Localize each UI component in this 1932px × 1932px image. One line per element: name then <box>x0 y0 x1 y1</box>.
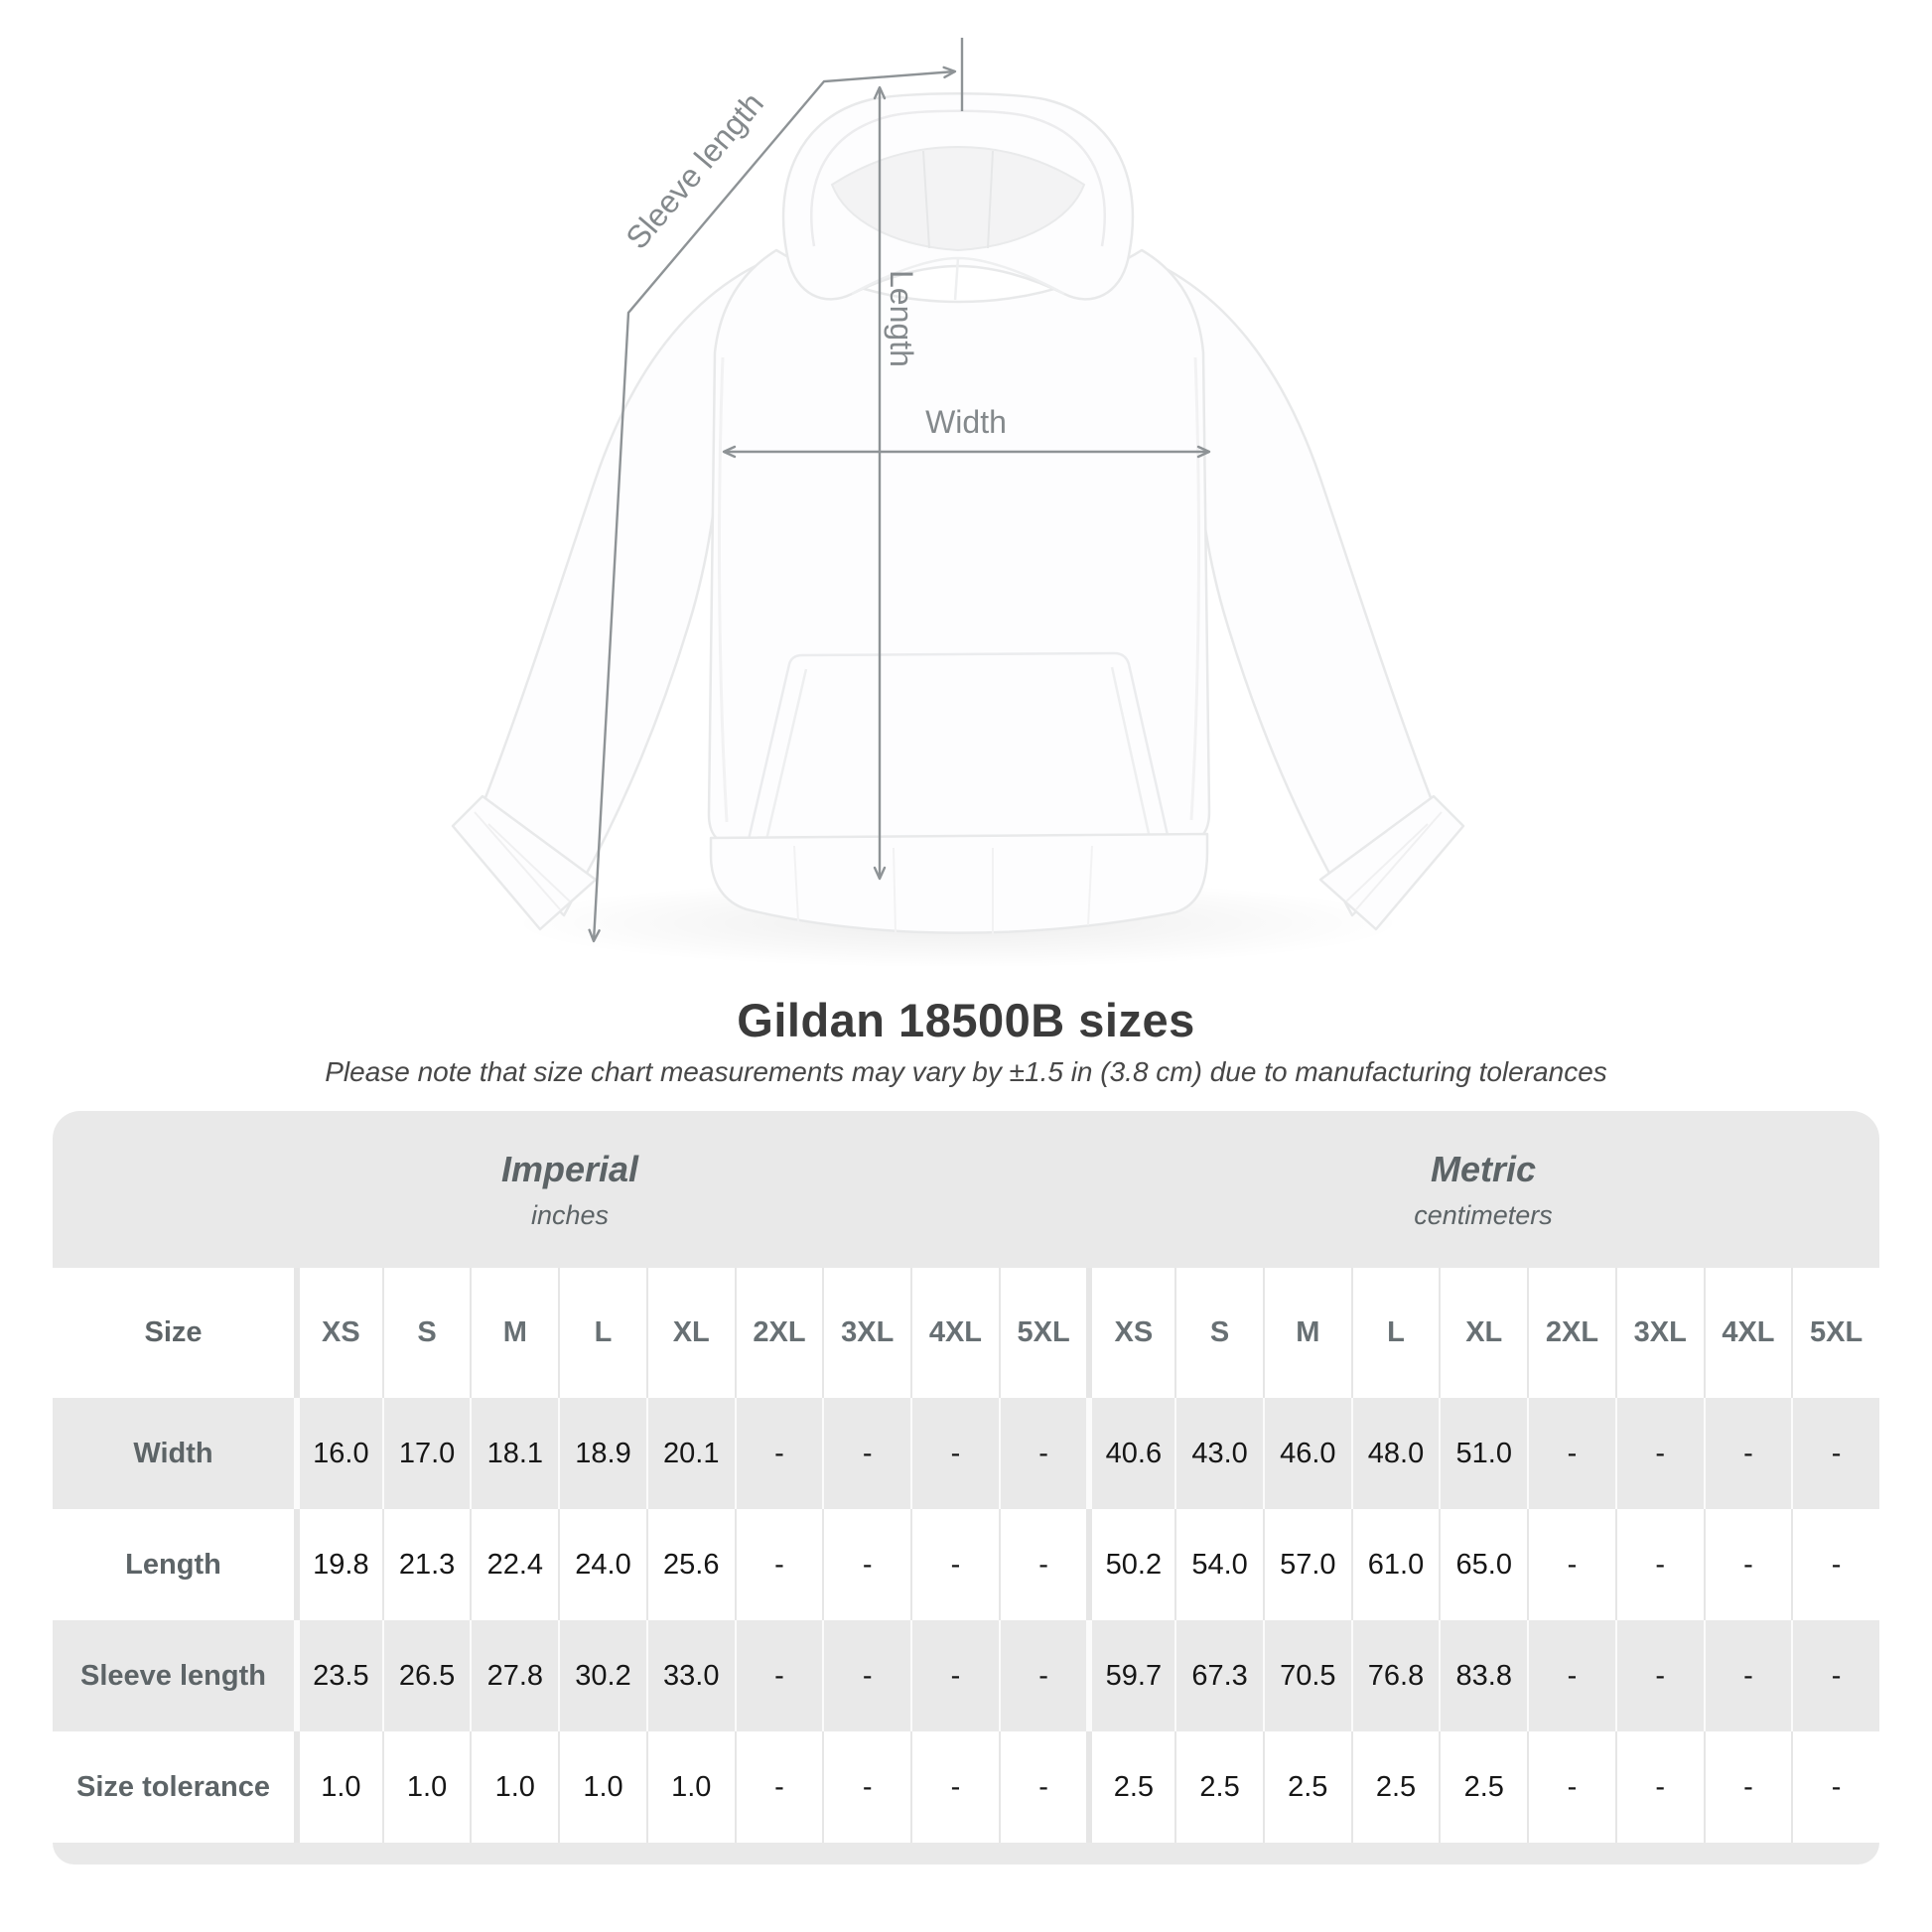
value-cell: 1.0 <box>470 1731 558 1843</box>
value-cell: - <box>735 1731 823 1843</box>
value-cell: - <box>1791 1620 1879 1731</box>
value-cell: 70.5 <box>1263 1620 1351 1731</box>
value-cell: - <box>1527 1398 1615 1509</box>
value-cell: - <box>1615 1731 1704 1843</box>
value-cell: 57.0 <box>1263 1509 1351 1620</box>
value-cell: 65.0 <box>1439 1509 1527 1620</box>
value-cell: - <box>1527 1509 1615 1620</box>
value-cell: - <box>999 1509 1087 1620</box>
size-col-header: XS <box>294 1268 382 1398</box>
value-cell: 23.5 <box>294 1620 382 1731</box>
value-cell: - <box>822 1509 910 1620</box>
value-cell: 76.8 <box>1351 1620 1440 1731</box>
value-cell: 20.1 <box>646 1398 735 1509</box>
value-cell: - <box>1704 1398 1792 1509</box>
value-cell: - <box>1791 1398 1879 1509</box>
size-col-header: 2XL <box>735 1268 823 1398</box>
value-cell: - <box>822 1398 910 1509</box>
value-cell: 2.5 <box>1263 1731 1351 1843</box>
size-header-row <box>53 1268 1879 1398</box>
value-cell: 25.6 <box>646 1509 735 1620</box>
imperial-unit: inches <box>530 1199 610 1230</box>
table-footer-bar <box>53 1843 1879 1864</box>
value-cell: 2.5 <box>1351 1731 1440 1843</box>
length-label: Length <box>884 270 919 367</box>
value-cell: 1.0 <box>646 1731 735 1843</box>
size-col-header: 4XL <box>910 1268 999 1398</box>
value-cell: 83.8 <box>1439 1620 1527 1731</box>
size-col-header: 5XL <box>999 1268 1087 1398</box>
value-cell: - <box>999 1620 1087 1731</box>
value-cell: - <box>1704 1731 1792 1843</box>
value-cell: - <box>735 1398 823 1509</box>
hoodie-waistband <box>711 834 1207 933</box>
imperial-section-header <box>53 1149 1087 1231</box>
value-cell: 54.0 <box>1174 1509 1263 1620</box>
row-label: Length <box>125 1548 221 1581</box>
value-cell: 2.5 <box>1439 1731 1527 1843</box>
value-cell: 1.0 <box>382 1731 471 1843</box>
table-row-width <box>53 1398 1879 1509</box>
size-table <box>53 1111 1879 1864</box>
value-cell: 61.0 <box>1351 1509 1440 1620</box>
value-cell: 18.1 <box>470 1398 558 1509</box>
value-cell: - <box>910 1620 999 1731</box>
value-cell: 22.4 <box>470 1509 558 1620</box>
hoodie-pocket <box>747 653 1170 862</box>
value-cell: - <box>910 1398 999 1509</box>
size-col-header: 3XL <box>1615 1268 1704 1398</box>
value-cell: 19.8 <box>294 1509 382 1620</box>
page-title: Gildan 18500B sizes <box>737 994 1195 1046</box>
value-cell: - <box>910 1509 999 1620</box>
value-cell: 2.5 <box>1174 1731 1263 1843</box>
width-label: Width <box>925 404 1007 440</box>
value-cell: 27.8 <box>470 1620 558 1731</box>
value-cell: 1.0 <box>294 1731 382 1843</box>
value-cell: - <box>822 1620 910 1731</box>
value-cell: - <box>1704 1509 1792 1620</box>
value-cell: 2.5 <box>1086 1731 1174 1843</box>
value-cell: - <box>822 1731 910 1843</box>
value-cell: - <box>1527 1731 1615 1843</box>
value-cell: - <box>999 1731 1087 1843</box>
value-cell: 24.0 <box>558 1509 646 1620</box>
size-col-header: L <box>1351 1268 1440 1398</box>
table-row-length <box>53 1509 1879 1620</box>
size-col-header: XS <box>1086 1268 1174 1398</box>
value-cell: 18.9 <box>558 1398 646 1509</box>
size-col-header: 5XL <box>1791 1268 1879 1398</box>
value-cell: - <box>1704 1620 1792 1731</box>
value-cell: 21.3 <box>382 1509 471 1620</box>
value-cell: - <box>1615 1509 1704 1620</box>
value-cell: - <box>1791 1509 1879 1620</box>
value-cell: 48.0 <box>1351 1398 1440 1509</box>
size-col-header: L <box>558 1268 646 1398</box>
sleeve-length-label: Sleeve length <box>619 85 770 256</box>
value-cell: 30.2 <box>558 1620 646 1731</box>
size-col-header: 4XL <box>1704 1268 1792 1398</box>
size-col-header: S <box>382 1268 471 1398</box>
size-col-header: S <box>1174 1268 1263 1398</box>
value-cell: - <box>999 1398 1087 1509</box>
value-cell: - <box>1615 1398 1704 1509</box>
value-cell: 67.3 <box>1174 1620 1263 1731</box>
row-label: Width <box>133 1437 213 1469</box>
row-label: Sleeve length <box>80 1659 266 1692</box>
size-col-header: M <box>1263 1268 1351 1398</box>
value-cell: 43.0 <box>1174 1398 1263 1509</box>
size-col-header: M <box>470 1268 558 1398</box>
size-col-header: 2XL <box>1527 1268 1615 1398</box>
metric-label: Metric <box>1430 1148 1537 1189</box>
value-cell: - <box>735 1509 823 1620</box>
value-cell: 17.0 <box>382 1398 471 1509</box>
value-cell: 1.0 <box>558 1731 646 1843</box>
tolerance-note: Please note that size chart measurements may vary by ±1.5 in (3.8 cm) due to manufacturing tolerances <box>325 1056 1607 1087</box>
value-cell: - <box>1791 1731 1879 1843</box>
size-col-header: XL <box>1439 1268 1527 1398</box>
metric-section-header <box>1087 1149 1879 1231</box>
value-cell: - <box>1527 1620 1615 1731</box>
value-cell: 51.0 <box>1439 1398 1527 1509</box>
value-cell: 16.0 <box>294 1398 382 1509</box>
imperial-label: Imperial <box>500 1148 639 1189</box>
value-cell: 50.2 <box>1086 1509 1174 1620</box>
size-header: Size <box>144 1316 203 1348</box>
value-cell: 33.0 <box>646 1620 735 1731</box>
hoodie-illustration <box>453 93 1463 968</box>
table-row-size-tolerance <box>53 1731 1879 1843</box>
value-cell: - <box>735 1620 823 1731</box>
value-cell: 40.6 <box>1086 1398 1174 1509</box>
value-cell: 26.5 <box>382 1620 471 1731</box>
row-label: Size tolerance <box>75 1770 271 1803</box>
value-cell: 46.0 <box>1263 1398 1351 1509</box>
size-col-header: 3XL <box>822 1268 910 1398</box>
unit-header-band <box>53 1111 1879 1268</box>
value-cell: 59.7 <box>1086 1620 1174 1731</box>
metric-unit: centimeters <box>1414 1199 1553 1230</box>
value-cell: - <box>910 1731 999 1843</box>
size-col-header: XL <box>646 1268 735 1398</box>
table-row-sleeve-length <box>53 1620 1879 1731</box>
value-cell: - <box>1615 1620 1704 1731</box>
